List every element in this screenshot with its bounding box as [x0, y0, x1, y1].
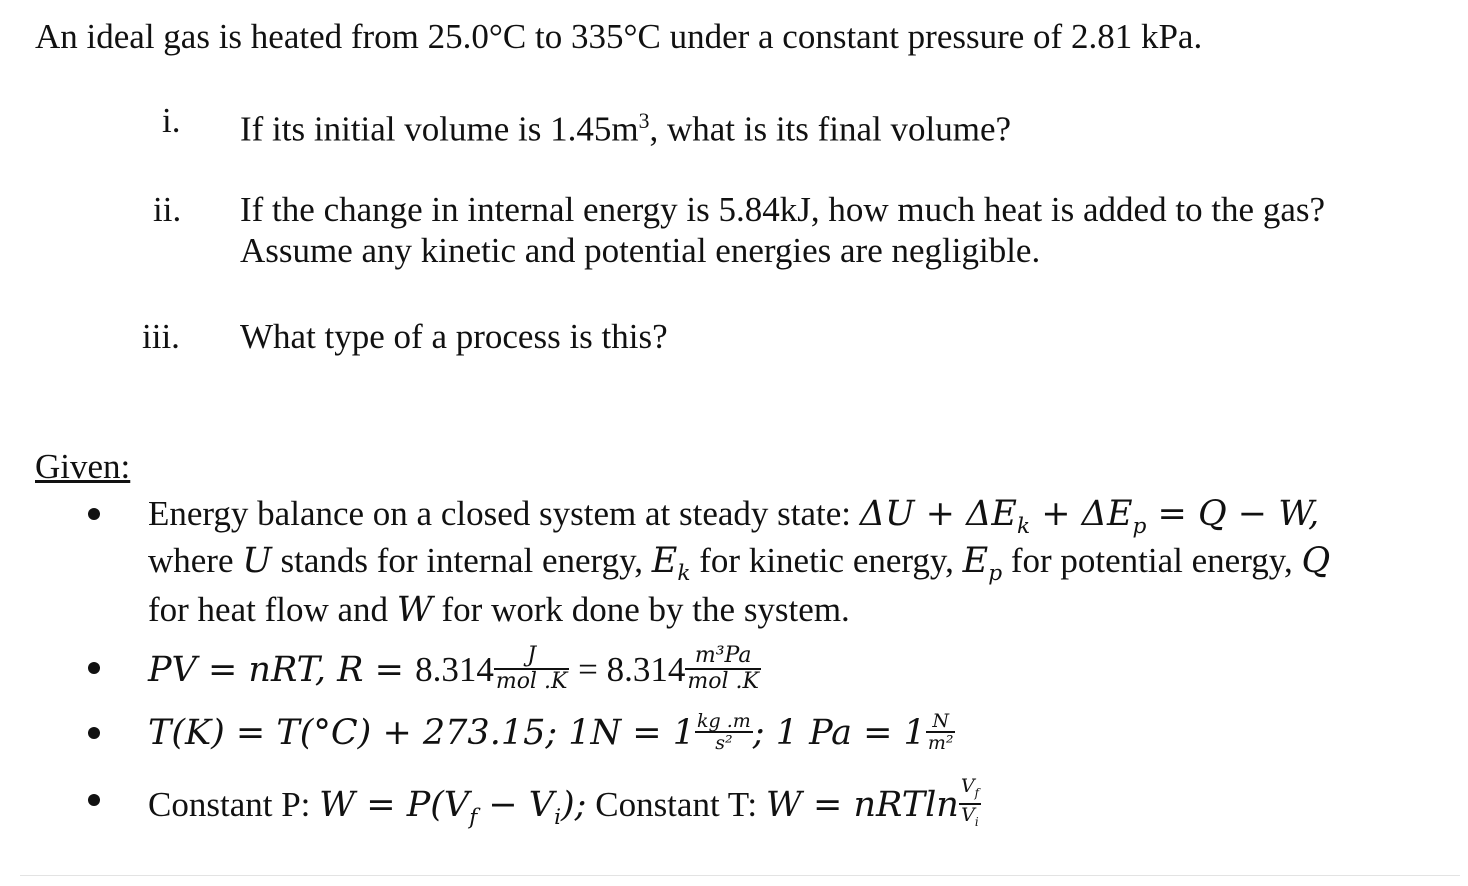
pascal-fraction: $\frac{N}{\text{m²}}$: [927, 709, 954, 754]
item-text-ii-line2: Assume any kinetic and potential energies are negligible.: [240, 231, 1041, 270]
item-text-i-sup: 3: [638, 109, 650, 133]
gas-constant-fraction-1: $\frac{J}{\text{mol .K}}$: [495, 643, 568, 694]
newton-fraction: $\frac{kg .m}{\text{s²}}$: [697, 709, 751, 754]
bullet-3-icon: [88, 727, 100, 739]
problem-statement: An ideal gas is heated from 25.0°C to 335°C under a constant pressure of 2.81 kPa.: [35, 17, 1203, 56]
gas-constant-fraction-2: $\frac{\text{m³Pa}}{\text{mol .K}}$: [687, 643, 759, 694]
item-text-i: [240, 101, 1011, 150]
item-text-i-end: , what is its final volume?: [649, 109, 1012, 149]
bullet-1-line3: for heat flow and W for work done by the system.: [148, 590, 850, 630]
bullet-1-line1: [148, 494, 1400, 547]
item-number-i: i.: [162, 101, 181, 140]
ideal-gas-law-equation: PV = nRT, R = 8.314 $\frac{J}{\text{mol .K}}$ = 8.314 $\frac{\text{m³Pa}}{\text{mol .K}}$: [148, 643, 759, 694]
item-text-ii-line1: If the change in internal energy is 5.84kJ, how much heat is added to the gas?: [240, 190, 1326, 229]
energy-balance-text: Energy balance on a closed system at steady state:: [148, 494, 860, 533]
work-equations: Constant P: $W = P(V_f - V_i)$; Constant T: W = nRTln $\frac{V_f}{V_i}$: [148, 775, 979, 830]
item-number-ii: ii.: [153, 190, 182, 229]
unit-conversion-equation: T(K) = T(°C) + 273.15; 1N = 1 $\frac{kg .m}{\text{s²}}$ ; 1 Pa = 1 $\frac{N}{\text{m²}}$: [148, 709, 954, 754]
item-text-i-main: If its initial volume is 1.45m: [240, 109, 639, 149]
energy-balance-equation: $\Delta U + \Delta E_k + \Delta E_p = Q - W$,: [859, 494, 1320, 539]
bullet-4-icon: [88, 794, 100, 806]
item-number-iii: iii.: [142, 317, 180, 356]
bottom-divider: [20, 875, 1460, 876]
given-heading: Given:: [35, 447, 131, 486]
item-text-iii: What type of a process is this?: [240, 317, 668, 356]
volume-ratio-fraction: $\frac{V_f}{V_i}$: [959, 776, 981, 832]
bullet-1-line2: where U stands for internal energy, $E_k$ for kinetic energy, $E_p$ for potential energy, Q: [148, 541, 1331, 586]
bullet-2-icon: [88, 662, 100, 674]
bullet-1-icon: [88, 508, 100, 520]
